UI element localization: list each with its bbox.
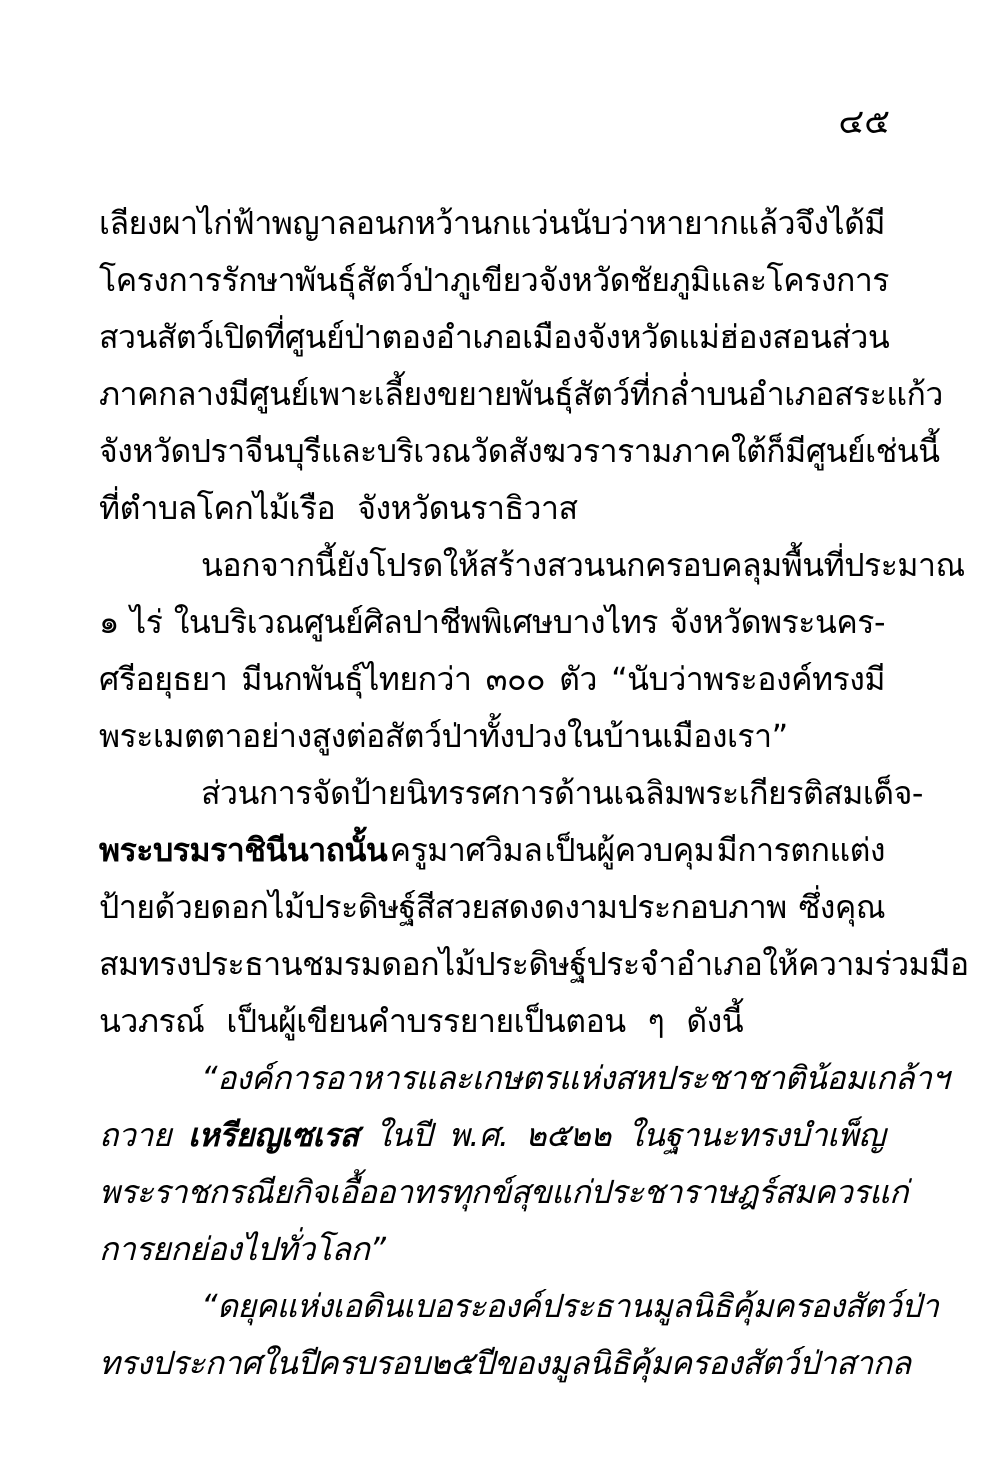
text-line: สวนสัตว์เปิดที่ศูนย์ป่าตอง อำเภอเมือง จังหวัดแม่ฮ่องสอน ส่วน — [99, 318, 890, 356]
text-line: เลียงผา ไก่ฟ้าพญาลอ นกหว้า นกแว่น นับว่าหายากแล้วจึงได้มี — [99, 204, 885, 242]
text-line: จังหวัดปราจีนบุรีและบริเวณวัดสังฆวราราม ภาคใต้ก็มีศูนย์เช่นนี้ — [99, 432, 940, 470]
quote-line: พระราชกรณียกิจเอื้ออาทรทุกข์สุขแก่ประชาราษฎร์ สมควรแก่ — [99, 1173, 909, 1211]
text-line: โครงการรักษาพันธุ์สัตว์ป่าภูเขียว จังหวัดชัยภูมิ และโครงการ — [99, 261, 889, 299]
quote-first-line: “องค์การอาหารและเกษตรแห่งสหประชาชาติ น้อมเกล้าฯ — [201, 1059, 949, 1097]
text-line: ที่ตำบลโคกไม้เรือ จังหวัดนราธิวาส — [99, 489, 578, 527]
page-number: ๔๕ — [838, 102, 890, 142]
text-line: พระบรมราชินีนาถนั้น ครูมาศวิมล เป็นผู้ควบคุม มีการตกแต่ง — [99, 831, 885, 869]
text-line: ศรีอยุธยา มีนกพันธุ์ไทยกว่า ๓๐๐ ตัว “นับว่าพระองค์ทรงมี — [99, 660, 885, 698]
text-line: ป้ายด้วยดอกไม้ประดิษฐ์สีสวยสดงดงามประกอบภาพ ซึ่งคุณ — [99, 888, 885, 926]
quote-line: การยกย่องไปทั่วโลก” — [99, 1230, 386, 1268]
quote-line: ถวาย เหรียญเซเรส ในปี พ.ศ. ๒๕๒๒ ในฐานะทรงบำเพ็ญ — [99, 1116, 885, 1154]
text-line: นวภรณ์ เป็นผู้เขียนคำบรรยายเป็นตอน ๆ ดังนี้ — [99, 1002, 744, 1040]
quote-first-line: “ดยุคแห่งเอดินเบอระ องค์ประธานมูลนิธิคุ้มครองสัตว์ป่า — [201, 1287, 939, 1325]
quote-line: ทรงประกาศในปีครบรอบ ๒๕ ปี ของมูลนิธิคุ้มครองสัตว์ป่าสากล — [99, 1344, 911, 1382]
text-line: ภาคกลางมีศูนย์เพาะเลี้ยงขยายพันธุ์สัตว์ที่กล่ำบน อำเภอสระแก้ว — [99, 375, 943, 413]
paragraph-first-line: ส่วนการจัดป้ายนิทรรศการด้านเฉลิมพระเกียรติสมเด็จ- — [201, 774, 923, 812]
text-line: ๑ ไร่ ในบริเวณศูนย์ศิลปาชีพพิเศษบางไทร จังหวัดพระนคร- — [99, 603, 885, 641]
text-line: พระเมตตาอย่างสูงต่อสัตว์ป่าทั้งปวงในบ้านเมืองเรา” — [99, 717, 788, 755]
text-line: สมทรง ประธานชมรมดอกไม้ประดิษฐ์ประจำอำเภอให้ความร่วมมือ — [99, 945, 969, 983]
paragraph-first-line: นอกจากนี้ยังโปรดให้สร้างสวนนกครอบคลุมพื้นที่ประมาณ — [201, 546, 965, 584]
